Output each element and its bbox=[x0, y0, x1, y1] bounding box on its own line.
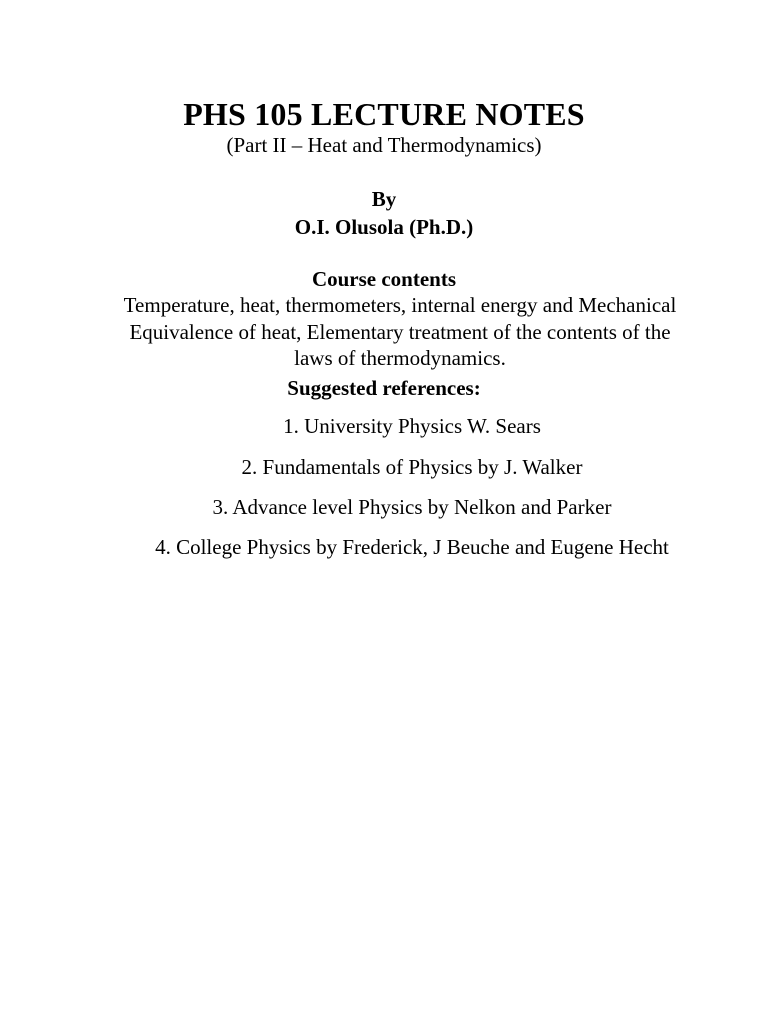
reference-item-3: 3. Advance level Physics by Nelkon and Parker bbox=[212, 495, 612, 519]
document-subtitle: (Part II – Heat and Thermodynamics) bbox=[226, 133, 542, 157]
reference-item-2: 2. Fundamentals of Physics by J. Walker bbox=[241, 455, 583, 479]
reference-item-1: 1. University Physics W. Sears bbox=[283, 414, 541, 438]
suggested-references-heading: Suggested references: bbox=[287, 376, 481, 400]
author-name: O.I. Olusola (Ph.D.) bbox=[294, 215, 474, 239]
by-label: By bbox=[371, 187, 397, 211]
course-contents-text: Temperature, heat, thermometers, internal energy and Mechanical Equivalence of heat, Elementary treatment of the contents of the laws of thermodynamics. bbox=[123, 293, 677, 370]
reference-item-4: 4. College Physics by Frederick, J Beuche and Eugene Hecht bbox=[155, 535, 669, 559]
document-title: PHS 105 LECTURE NOTES bbox=[183, 96, 585, 132]
course-contents-heading: Course contents bbox=[311, 267, 457, 291]
